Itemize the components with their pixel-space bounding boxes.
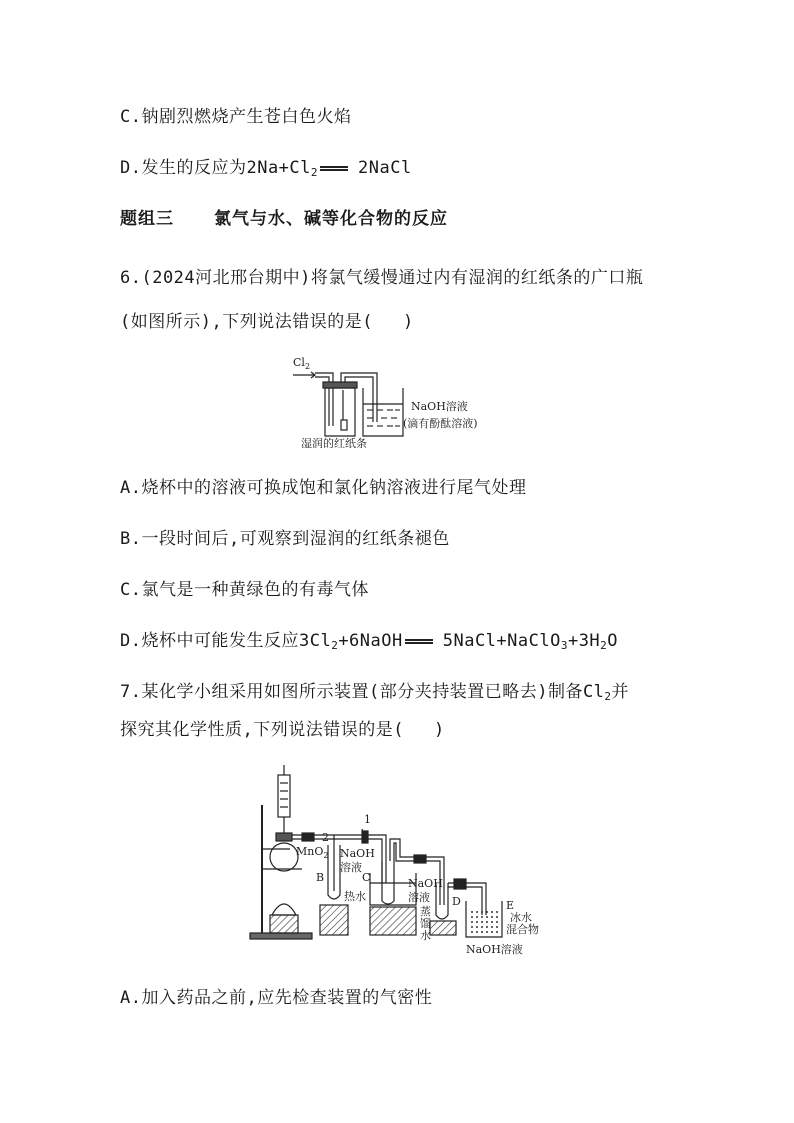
distilled-water-label-1: 蒸: [420, 905, 431, 918]
q6-stem-text: (如图所示),下列说法错误的是(: [120, 312, 373, 332]
q7-stem-line1: [120, 681, 629, 703]
phenolphthalein-label: (滴有酚酞溶液): [403, 417, 478, 430]
section-heading: [120, 208, 448, 230]
naoh-label-b: NaOH: [340, 847, 375, 860]
solution-label-c: 溶液: [408, 891, 430, 904]
subscript: 2: [600, 639, 608, 652]
q6-option-d-text: +3H: [567, 631, 601, 651]
option-d-q5: [120, 157, 412, 179]
q7-stem-text: 并: [611, 682, 630, 702]
q6-option-d: [120, 630, 618, 652]
q6-option-b: B.一段时间后,可观察到湿润的红纸条褪色: [120, 529, 450, 549]
round-bottom-flask: [270, 843, 298, 871]
label-1: 1: [364, 813, 371, 826]
solution-label-b: 溶液: [340, 861, 362, 874]
q7-apparatus-figure: [240, 765, 560, 965]
q7-option-a: A.加入药品之前,应先检查装置的气密性: [120, 988, 433, 1008]
reaction-equals-sign: [320, 166, 348, 171]
label-c: C: [362, 871, 371, 884]
subscript: 2: [331, 639, 339, 652]
q6-option-a: A.烧杯中的溶液可换成饱和氯化钠溶液进行尾气处理: [120, 478, 527, 498]
q6-option-d-text: O: [607, 631, 619, 651]
q6-option-d-text: +6NaOH: [338, 631, 403, 651]
distilled-water-label-3: 水: [420, 929, 431, 942]
ice-water-label: 冰水: [510, 911, 532, 924]
q6-close-paren: ): [402, 312, 414, 332]
label-d: D: [452, 895, 461, 908]
subscript: 2: [604, 690, 612, 703]
distilled-water-label-2: 馏: [420, 917, 431, 930]
naoh-solution-label: NaOH溶液: [411, 400, 468, 413]
option-d-q5-product: 2NaCl: [358, 158, 412, 178]
section-label: 题组三: [120, 209, 174, 229]
separatory-funnel: [278, 775, 290, 817]
q6-option-d-text: 5NaCl+NaClO: [442, 631, 561, 651]
label-2: 2: [322, 831, 329, 844]
q7-stem-text: 7.某化学小组采用如图所示装置(部分夹持装置已略去)制备Cl: [120, 682, 605, 702]
q7-stem-text: 探究其化学性质,下列说法错误的是(: [120, 720, 404, 740]
option-c-q5: C.钠剧烈燃烧产生苍白色火焰: [120, 107, 352, 127]
alcohol-lamp: [272, 904, 296, 915]
subscript: 2: [310, 166, 319, 179]
mno2-label: MnO$_2$: [296, 845, 329, 860]
hot-water-label: 热水: [344, 890, 366, 903]
q6-stem-line1: 6.(2024河北邢台期中)将氯气缓慢通过内有湿润的红纸条的广口瓶: [120, 268, 644, 288]
subscript: 3: [560, 639, 568, 652]
q7-close-paren: ): [433, 720, 445, 740]
q6-stem-line2: [120, 311, 414, 333]
reaction-equals-sign: [405, 639, 433, 644]
red-paper-label: 湿润的红纸条: [301, 437, 367, 448]
mixture-label: 混合物: [506, 923, 539, 936]
label-b: B: [316, 871, 325, 884]
option-d-q5-text: D.发生的反应为2Na+Cl: [120, 158, 311, 178]
beaker: [363, 388, 403, 436]
label-e: E: [506, 899, 515, 912]
q6-option-d-text: D.烧杯中可能发生反应3Cl: [120, 631, 332, 651]
naoh-label-e: NaOH溶液: [466, 943, 523, 956]
q7-stem-line2: [120, 719, 445, 741]
section-title: 氯气与水、碱等化合物的反应: [214, 209, 448, 229]
cl2-label: $Cl_2$: [293, 356, 311, 371]
q6-option-c: C.氯气是一种黄绿色的有毒气体: [120, 580, 369, 600]
naoh-label-c: NaOH: [408, 877, 443, 890]
q6-apparatus-figure: [285, 348, 525, 448]
